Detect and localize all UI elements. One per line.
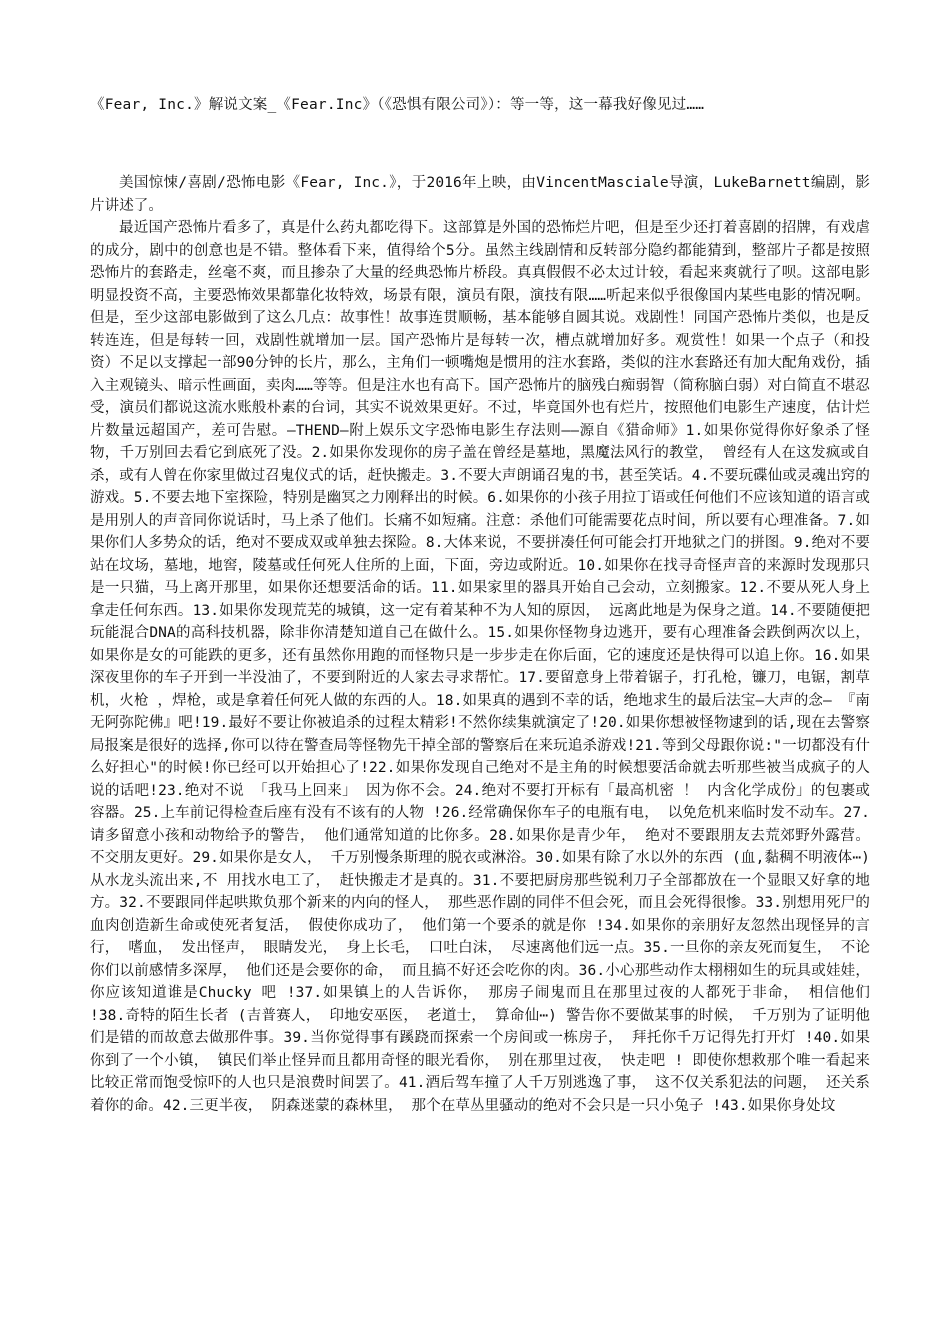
document-body (90, 172, 870, 1117)
document-title: 《Fear, Inc.》解说文案_《Fear.Inc》（《恐惧有限公司》）：等一等，这一幕我好像见过…… (90, 97, 705, 113)
main-paragraph: 最近国产恐怖片看多了，真是什么药丸都吃得下。这部算是外国的恐怖烂片吧，但是至少还打着喜剧的招牌，有戏虐的成分，剧中的创意也是不错。整体看下来，值得给个5分。虽然主线剧情和反转部分隐约都能猜到，整部片子都是按照恐怖片的套路走，丝毫不爽，而且掺杂了大量的经典恐怖片桥段。真真假假不必太过计较，看起来爽就行了呗。这部电影明显投资不高，主要恐怖效果都靠化妆特效，场景有限，演员有限，演技有限……听起来似乎很像国内某些电影的情况啊。但是，至少这部电影做到了这么几点：故事性！故事连贯顺畅，基本能够自圆其说。戏剧性！同国产恐怖片类似，也是反转连连，但是每转一回，戏剧性就增加一层。国产恐怖片是每转一次，槽点就增加好多。观赏性！如果一个点子（和投资）不足以支撑起一部90分钟的长片，那么，主角们一顿嘴炮是惯用的注水套路，类似的注水套路还有加大配角戏份，插入主观镜头、暗示性画面，卖肉……等等。但是注水也有高下。国产恐怖片的脑残白痴弱智（简称脑白弱）对白简直不堪忍受，演员们都说这流水账般朴素的台词，其实不说效果更好。不过，毕竟国外也有烂片，按照他们电影生产速度，估计烂片数量远超国产，差可告慰。—THEND—附上娱乐文字恐怖电影生存法则——源自《猎命师》1.如果你觉得你好象杀了怪物，千万别回去看它到底死了没。2.如果你发现你的房子盖在曾经是墓地，黑魔法风行的教堂， 曾经有人在这发疯或自杀，或有人曾在你家里做过召鬼仪式的话，赶快搬走。3.不要大声朗诵召鬼的书，甚至笑话。4.不要玩碟仙或灵魂出窍的游戏。5.不要去地下室探险，特别是幽冥之力刚释出的时候。6.如果你的小孩子用拉丁语或任何他们不应该知道的语言或是用别人的声音同你说话时，马上杀了他们。长痛不如短痛。注意：杀他们可能需要花点时间，所以要有心理准备。7.如果你们人多势众的话，绝对不要成双或单独去探险。8.大体来说，不要拼凑任何可能会打开地狱之门的拼图。9.绝对不要站在坟场，墓地，地窖，陵墓或任何死人住所的上面，下面，旁边或附近。10.如果你在找寻奇怪声音的来源时发现那只是一只猫，马上离开那里，如果你还想要活命的话。11.如果家里的器具开始自己会动，立刻搬家。12.不要从死人身上拿走任何东西。13.如果你发现荒芜的城镇，这一定有着某种不为人知的原因， 远离此地是为保身之道。14.不要随便把玩能混合DNA的高科技机器，除非你清楚知道自己在做什么。15.如果你怪物身边逃开，要有心理准备会跌倒两次以上，如果你是女的可能跌的更多，还有虽然你用跑的而怪物只是一步步走在你后面，它的速度还是快得可以追上你。16.如果深夜里你的车子开到一半没油了，不要到附近的人家去寻求帮忙。17.要留意身上带着锯子，打孔枪，镰刀，电锯，割草机，火枪 ，焊枪，或是拿着任何死人做的东西的人。18.如果真的遇到不幸的话，绝地求生的最后法宝—大声的念— 『南无阿弥陀佛』吧!19.最好不要让你被追杀的过程太精彩!不然你续集就演定了!20.如果你想被怪物逮到的话,现在去警察局报案是很好的选择,你可以待在警查局等怪物先干掉全部的警察后在来玩追杀游戏!21.等到父母跟你说:"一切都没有什么好担心"的时候!你已经可以开始担心了!22.如果你发现自己绝对不是主角的时候想要活命就去听那些被当成疯子的人说的话吧!23.绝对不说 「我马上回来」 因为你不会。24.绝对不要打开标有「最高机密 ！ 内含化学成份」的包裹或容器。25.上车前记得检查后座有没有不该有的人物 !26.经常确保你车子的电瓶有电， 以免危机来临时发不动车。27.请多留意小孩和动物给予的警告， 他们通常知道的比你多。28.如果你是青少年， 绝对不要跟朋友去荒郊野外露营。 不交朋友更好。29.如果你是女人， 千万别慢条斯理的脱衣或淋浴。30.如果有除了水以外的东西 (血,黏稠不明液体⋯) 从水龙头流出来,不 用找水电工了， 赶快搬走才是真的。31.不要把厨房那些锐利刀子全部都放在一个显眼又好拿的地方。32.不要跟同伴起哄欺负那个新来的内向的怪人， 那些恶作剧的同伴不但会死，而且会死得很惨。33.别想用死尸的血肉创造新生命或使死者复活， 假使你成功了， 他们第一个要杀的就是你 !34.如果你的亲朋好友忽然出现怪异的言行， 嗜血， 发出怪声， 眼睛发光， 身上长毛， 口吐白沫， 尽速离他们远一点。35.一旦你的亲友死而复生， 不论你们以前感情多深厚， 他们还是会要你的命， 而且搞不好还会吃你的肉。36.小心那些动作太栩栩如生的玩具或娃娃， 你应该知道谁是Chucky 吧 !37.如果镇上的人告诉你， 那房子闹鬼而且在那里过夜的人都死于非命， 相信他们 !38.奇特的陌生长者 (吉普赛人， 印地安巫医， 老道士， 算命仙⋯) 警告你不要做某事的时候， 千万别为了证明他们是错的而故意去做那件事。39.当你觉得事有蹊跷而探索一个房间或一栋房子， 拜托你千万记得先打开灯 !40.如果你到了一个小镇， 镇民们举止怪异而且都用奇怪的眼光看你， 别在那里过夜， 快走吧 ! 即使你想救那个唯一看起来比较正常而饱受惊吓的人也只是浪费时间罢了。41.酒后驾车撞了人千万别逃逸了事， 这不仅关系犯法的问题， 还关系着你的命。42.三更半夜， 阴森迷蒙的森林里， 那个在草丛里骚动的绝对不会只是一只小兔子 !43.如果你身处坟 (90, 220, 871, 1114)
intro-paragraph: 美国惊悚/喜剧/恐怖电影《Fear, Inc.》，于2016年上映，由VincentMasciale导演，LukeBarnett编剧，影片讲述了。 (90, 175, 870, 214)
